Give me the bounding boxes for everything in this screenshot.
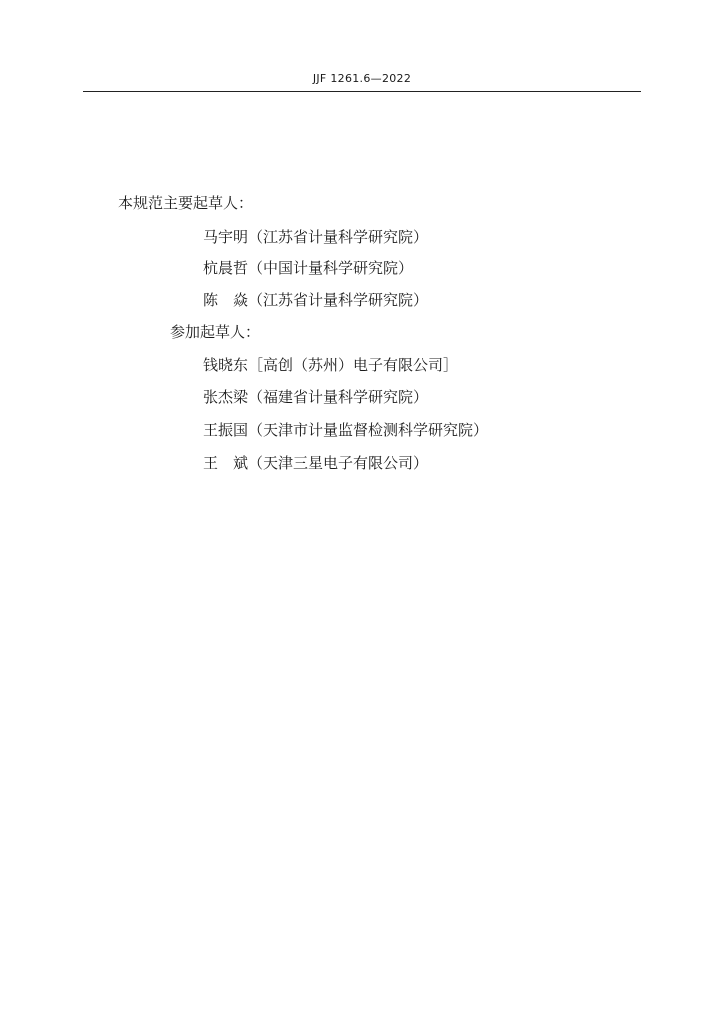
drafter-affiliation: （天津三星电子有限公司）	[248, 454, 429, 472]
participating-drafter-entry	[203, 420, 488, 440]
participating-drafter-entry	[203, 453, 428, 473]
main-drafters-label: 本规范主要起草人：	[118, 194, 254, 212]
drafter-affiliation: （福建省计量科学研究院）	[248, 388, 429, 406]
header-divider	[83, 91, 641, 92]
participating-drafters-label: 参加起草人：	[170, 323, 261, 341]
drafter-name: 陈 焱	[203, 291, 249, 309]
drafter-name: 王 斌	[203, 454, 249, 472]
participating-drafter-entry	[203, 387, 428, 407]
main-drafter-entry	[203, 290, 428, 310]
drafter-name: 杭晨哲	[203, 259, 249, 277]
drafter-name: 王振国	[203, 421, 249, 439]
drafter-name: 马宇明	[203, 228, 249, 246]
drafter-name: 张杰梁	[203, 388, 249, 406]
drafter-name: 钱晓东	[203, 356, 249, 374]
drafter-affiliation: （江苏省计量科学研究院）	[248, 291, 429, 309]
main-drafter-entry	[203, 227, 428, 247]
drafter-affiliation: ［高创（苏州）电子有限公司］	[248, 356, 459, 374]
participating-drafter-entry	[203, 355, 458, 375]
drafter-affiliation: （中国计量科学研究院）	[248, 259, 414, 277]
drafter-affiliation: （江苏省计量科学研究院）	[248, 228, 429, 246]
standard-code: JJF 1261.6—2022	[312, 72, 412, 85]
main-drafter-entry	[203, 258, 413, 278]
drafter-affiliation: （天津市计量监督检测科学研究院）	[248, 421, 489, 439]
